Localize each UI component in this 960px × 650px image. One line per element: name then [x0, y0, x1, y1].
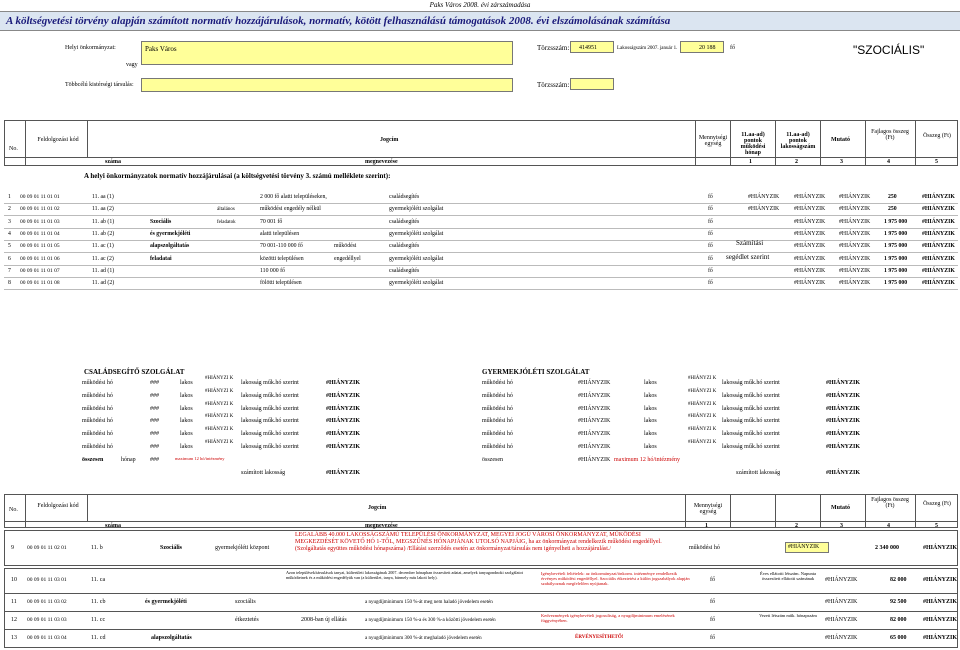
calc-right-lakos: lakos [644, 444, 657, 450]
table-rows-10-13 [4, 568, 958, 648]
calc-right-hianyzi: #HIÁNYZI K [688, 388, 717, 394]
table-row [4, 229, 958, 241]
row13-szam: 11. cd [91, 635, 106, 641]
szocialis-label: "SZOCIÁLIS" [853, 43, 925, 57]
row-ossz: #HIÁNYZIK [922, 218, 955, 225]
row10-ossz: #HIÁNYZIK [923, 577, 958, 583]
row-a: Szociális [150, 218, 172, 225]
row10-faj: 82 000 [890, 577, 907, 583]
row11-egys: fő [710, 599, 715, 605]
row9-b: gyermekjóléti központ [215, 545, 270, 551]
th2-mennyisegi: Mennyiségi egység [693, 503, 723, 515]
calc-left-lakos: lakos [180, 418, 193, 425]
row12-kod: 00 09 01 11 03 03 [27, 617, 67, 623]
row13-red: ÉRVÉNYESÍTHETŐ! [575, 635, 624, 640]
row-no: 1 [8, 194, 11, 200]
calc-left-muk: működési hó [82, 392, 113, 399]
row-h2: #HIÁNYZIK [794, 218, 826, 225]
calc-right-lakmuk: lakosság műk.hó szerint [722, 405, 780, 412]
table-header-2 [4, 494, 958, 528]
row-desc: 2 000 fő alatti településeken, [260, 194, 327, 200]
calc-right-hz1: #HIÁNYZIK [578, 392, 611, 399]
th-col1: 11.aa-ad) pontok működési hónap [740, 132, 766, 156]
table-row [4, 204, 958, 216]
row-ossz: #HIÁNYZIK [922, 230, 955, 237]
calc-right-muk: működési hó [482, 418, 513, 425]
th2-n3: 3 [840, 523, 843, 529]
calc-right-hianyzi: #HIÁNYZI K [688, 376, 717, 381]
tobbcelu-label: Többcélú kistérségi társulás: [65, 82, 134, 88]
row-egys: fő [708, 206, 713, 213]
calc-left-lakmuk: lakosság műk.hó szerint [241, 405, 299, 412]
row10-no: 10 [11, 577, 17, 583]
calc-right-hz1: #HIÁNYZIK [578, 418, 611, 425]
lakossag-label: Lakosságszám 2007. január 1. [617, 46, 678, 51]
table-row [4, 192, 958, 204]
th2-mutato: Mutató [831, 505, 850, 511]
row9-a: Szociális [160, 545, 182, 551]
row-ossz: #HIÁNYZIK [922, 243, 955, 250]
row11-faj: 92 500 [890, 599, 907, 605]
torzsszam-input[interactable] [570, 41, 614, 53]
row-h2: #HIÁNYZIK [794, 267, 826, 274]
calc-left-lakos: lakos [180, 405, 193, 412]
row-desc2: gyermekjóléti szolgálat [389, 206, 444, 213]
calc-left-hash: ### [150, 444, 159, 450]
table-row-9 [4, 530, 958, 566]
row12-b: étkeztetés [235, 617, 259, 623]
row-h1: #HIÁNYZIK [748, 206, 780, 213]
calc-left-max: maximum 12 hó/intézmény [175, 455, 225, 461]
calc-right-hianyzik: #HIÁNYZIK [826, 431, 861, 438]
calc-left-hash: ### [150, 431, 159, 438]
row-desc2: családsegítés [389, 194, 420, 200]
row-no: 3 [8, 218, 11, 225]
row-kod: 00 09 01 11 01 06 [20, 255, 60, 262]
row-h1: Számítási [736, 239, 764, 248]
th-mennyisegi: Mennyiségi egység [698, 135, 728, 147]
calc-right-osszesen: összesen [482, 456, 503, 463]
row12-h2: Vezeti létszám műk. hónapszám [759, 613, 817, 618]
row-desc: fölötti településen [260, 280, 302, 287]
vagy-label: vagy [126, 62, 138, 68]
row-no: 8 [8, 280, 11, 287]
row11-no: 11 [11, 599, 17, 605]
calc-right-hianyzi: #HIÁNYZI K [688, 427, 717, 433]
row-kod: 00 09 01 11 01 02 [20, 206, 60, 213]
row-ossz: #HIÁNYZIK [922, 206, 955, 213]
row-szam: 11. ad (1) [92, 267, 115, 274]
row10-kod: 00 09 01 11 03 01 [27, 577, 67, 583]
row-mid: engedéllyel [334, 255, 361, 262]
calc-left-hianyzik: #HIÁNYZIK [326, 405, 361, 412]
row-desc: működési engedély nélkül [260, 206, 321, 213]
row-h3: #HIÁNYZIK [839, 243, 871, 250]
row10-small: Azon települések/társulások tanyai, külterületi lakosságának 2007. december hónapban összesített adatai, amelyek tanyagondnoki szolgálatot működtetnek és a működési engedélyük van (a külterület, tanya, bármely más lakott hely). [286, 570, 523, 580]
calc-right-lakmuk: lakosság műk.hó szerint [722, 431, 780, 438]
row11-a: és gyermekjóléti [145, 599, 187, 605]
table-row [4, 254, 958, 266]
calc-left-hash2: ### [150, 456, 159, 463]
row-kod: 00 09 01 11 01 01 [20, 194, 60, 200]
th-n3: 3 [840, 159, 843, 165]
row12-faj: 82 000 [890, 617, 907, 623]
th-megnevezese: megnevezése [365, 159, 398, 165]
calc-left-szamitott-val: #HIÁNYZIK [326, 469, 361, 476]
row13-egys: fő [710, 635, 715, 641]
calc-left-hash: ### [150, 405, 159, 412]
row-h3: #HIÁNYZIK [839, 206, 871, 213]
th-n5: 5 [935, 159, 938, 165]
row11-b: szociális [235, 599, 256, 605]
row-no: 6 [8, 255, 11, 262]
calc-right-hianyzik: #HIÁNYZIK [826, 405, 861, 412]
row9-h3: #HIÁNYZIK [788, 544, 820, 550]
row-egys: fő [708, 194, 713, 200]
row13-no: 13 [11, 635, 17, 641]
row-kod: 00 09 01 11 01 08 [20, 280, 60, 287]
calc-left-hianyzik: #HIÁNYZIK [326, 392, 361, 399]
table-header [4, 120, 958, 166]
row-a: feladatai [150, 255, 172, 262]
row-desc2: családsegítés [389, 218, 420, 225]
calc-left-hash: ### [150, 380, 159, 386]
row-szam: 11. ab (2) [92, 230, 115, 237]
calc-left-hianyzi: #HIÁNYZI K [205, 440, 234, 445]
row10-red: Igénybevételi feltételek: az önkormányzat/önkorm. intézménye rendelkezik érvényes működési engedéllyel. Szociális étkeztetést a külön jogszabályok alapján szabályoznak megfelelően nyújtanak. [541, 571, 690, 587]
row-no: 4 [8, 230, 11, 237]
calc-left-hianyzik: #HIÁNYZIK [326, 444, 361, 450]
calc-left-osszesen: összesen [82, 456, 104, 463]
calc-right-szamitott-val: #HIÁNYZIK [826, 469, 861, 476]
calc-left-hianyzik: #HIÁNYZIK [326, 431, 361, 438]
th-no: No. [9, 146, 18, 152]
th2-jogcim: Jogcím [368, 505, 387, 511]
row-ossz: #HIÁNYZIK [922, 267, 955, 274]
row-h3: #HIÁNYZIK [839, 267, 871, 274]
calc-right-lakmuk: lakosság műk.hó szerint [722, 418, 780, 425]
row-ossz: #HIÁNYZIK [922, 255, 955, 262]
row-h2: #HIÁNYZIK [794, 230, 826, 237]
calc-right-szamitott: számított lakosság [736, 469, 781, 476]
row-h2: #HIÁNYZIK [794, 206, 826, 213]
calc-right-hz1: #HIÁNYZIK [578, 380, 611, 386]
calc-left-hianyzi: #HIÁNYZI K [205, 414, 234, 420]
lakossag-value: 20 188 [699, 45, 716, 51]
row-desc: alatti településen [260, 230, 300, 237]
torzsszam-label: Törzsszám: [537, 44, 570, 52]
row-ossz: #HIÁNYZIK [922, 280, 955, 287]
row-desc2: családsegítés [389, 267, 420, 274]
calc-right-title: GYERMEKJÓLÉTI SZOLGÁLAT [482, 368, 590, 376]
row-h1: #HIÁNYZIK [748, 194, 780, 200]
th-n2: 2 [795, 159, 798, 165]
calc-left-hash: ### [150, 392, 159, 399]
calc-left-muk: működési hó [82, 405, 113, 412]
row12-szam: 11. cc [91, 617, 106, 623]
row-b: feladatok [217, 219, 236, 225]
row10-h2: Éves ellátotti létszám. Napunta összesített ellátotti számának [760, 571, 816, 582]
row-szam: 11. ad (2) [92, 280, 115, 287]
row-h2: #HIÁNYZIK [794, 280, 826, 287]
row-desc: közötti településen [260, 255, 304, 262]
row-egys: fő [708, 267, 713, 274]
row13-kod: 00 09 01 11 03 04 [27, 635, 67, 641]
row12-ossz: #HIÁNYZIK [923, 617, 958, 623]
calc-right-muk: működési hó [482, 405, 513, 412]
row-h2: #HIÁNYZIK [794, 243, 826, 250]
row12-no: 12 [11, 617, 17, 623]
row-faj: 1 975 000 [884, 255, 908, 262]
row-h3: #HIÁNYZIK [839, 194, 871, 200]
calc-right-hz2: #HIÁNYZIK [578, 456, 611, 463]
th2-szama: száma [105, 523, 121, 529]
row-egys: fő [708, 218, 713, 225]
th2-megnevezese: megnevezése [365, 523, 398, 529]
table-row [4, 241, 958, 253]
calc-right-hz1: #HIÁNYZIK [578, 405, 611, 412]
th-jogcim: Jogcím [380, 137, 399, 143]
row-h3: #HIÁNYZIK [839, 218, 871, 225]
row-no: 2 [8, 206, 11, 213]
calc-right-lakos: lakos [644, 392, 657, 399]
lakossag-input[interactable] [680, 41, 724, 53]
row9-faj: 2 340 000 [875, 545, 899, 551]
row-desc2: gyermekjóléti szolgálat [389, 280, 444, 287]
row-faj: 1 975 000 [884, 230, 908, 237]
calc-left-hianyzi: #HIÁNYZI K [205, 401, 234, 407]
th2-osszeg: Összeg (Ft) [923, 501, 951, 507]
helyi-label: Helyi önkormányzat: [65, 45, 116, 51]
calc-right-lakos: lakos [644, 405, 657, 412]
table-row [4, 217, 958, 229]
th-szama: száma [105, 159, 121, 165]
row11-szam: 11. cb [91, 599, 106, 605]
row-desc: 70 001-110 000 fő [260, 243, 303, 250]
th-osszeg: Összeg (Ft) [923, 133, 951, 139]
row-szam: 11. ac (1) [92, 243, 114, 250]
calc-right-lakmuk: lakosság műk.hó szerint [722, 444, 780, 450]
calc-left-lakos: lakos [180, 392, 193, 399]
calc-left-title: CSALÁDSEGÍTŐ SZOLGÁLAT [84, 368, 185, 376]
th-kod: Feldolgozási kód [37, 137, 79, 143]
row9-no: 9 [11, 545, 14, 551]
calc-right-max: maximum 12 hó/intézmény [614, 456, 680, 463]
row-egys: fő [708, 280, 713, 287]
row-kod: 00 09 01 11 01 07 [20, 267, 60, 274]
calc-right-muk: működési hó [482, 444, 513, 450]
calc-left-lakos: lakos [180, 444, 193, 450]
row-faj: 1 975 000 [884, 218, 908, 225]
calc-left-hianyzik: #HIÁNYZIK [326, 380, 361, 386]
calc-left-szamitott: számított lakosság [241, 469, 286, 476]
row9-kod: 00 09 01 11 02 01 [27, 545, 67, 551]
calc-left-hianyzi: #HIÁNYZI K [205, 427, 234, 433]
calc-left-muk: működési hó [82, 418, 113, 425]
calc-right-hianyzik: #HIÁNYZIK [826, 392, 861, 399]
row-egys: fő [708, 243, 713, 250]
torzsszam2-label: Törzsszám: [537, 81, 570, 89]
row-szam: 11. ac (2) [92, 255, 114, 262]
row-szam: 11. ab (1) [92, 218, 115, 225]
row10-szam: 11. ca [91, 577, 106, 583]
row-ossz: #HIÁNYZIK [922, 194, 955, 200]
torzsszam-value: 414951 [579, 45, 597, 51]
th-col2: 11.aa-ad) pontok lakosságszám [780, 132, 816, 150]
row-szam: 11. aa (1) [92, 194, 114, 200]
th2-n4: 4 [887, 523, 890, 529]
calc-left-lakmuk: lakosság műk.hó szerint [241, 418, 299, 425]
row10-egys: fő [710, 577, 715, 583]
row9-ossz: #HIÁNYZIK [923, 545, 958, 551]
top-title: Paks Város 2008. évi zárszámadása [429, 1, 531, 9]
calc-left-hianyzi: #HIÁNYZI K [205, 388, 234, 394]
row-kod: 00 09 01 11 01 03 [20, 218, 60, 225]
calc-right-lakos: lakos [644, 418, 657, 425]
calc-left-lakmuk: lakosság műk.hó szerint [241, 392, 299, 399]
row-h3: #HIÁNYZIK [839, 230, 871, 237]
row-h1: segédlet szerint [726, 252, 770, 261]
row-h3: #HIÁNYZIK [839, 280, 871, 287]
row12-red: Kedvezmények igénybevételi jogosultság, a nyugdíjminimum emelésének függvényében. [541, 613, 675, 624]
th-fajlagos: Fajlagos összeg (Ft) [871, 129, 909, 141]
table-row [4, 266, 958, 278]
calc-left-lakos: lakos [180, 431, 193, 438]
calc-right-lakos: lakos [644, 431, 657, 438]
row13-ossz: #HIÁNYZIK [923, 635, 958, 641]
row-no: 5 [8, 243, 11, 250]
row9-egys: működési hó [689, 545, 720, 551]
calc-right-hz1: #HIÁNYZIK [578, 444, 611, 450]
row13-small: a nyugdíjminimum 300 %-át meghaladó jövedelem esetén [365, 636, 482, 641]
calc-right-hianyzi: #HIÁNYZI K [688, 414, 717, 420]
row9-input[interactable] [785, 542, 829, 553]
row-no: 7 [8, 267, 11, 274]
row12-small: a nyugdíjminimum 150 %-a és 300 %-a közötti jövedelem esetén [365, 618, 496, 623]
calc-right-hianyzi: #HIÁNYZI K [688, 440, 717, 445]
row-faj: 1 975 000 [884, 280, 908, 287]
row-desc: 110 000 fő [260, 267, 285, 274]
row13-h3: #HIÁNYZIK [825, 635, 858, 641]
th2-n5: 5 [935, 523, 938, 529]
calc-left-lakmuk: lakosság műk.hó szerint [241, 431, 299, 438]
row11-ossz: #HIÁNYZIK [923, 599, 958, 605]
th2-fajlagos: Fajlagos összeg (Ft) [871, 497, 909, 509]
fo-label: fő [730, 45, 735, 51]
row13-a: alapszolgáltatás [151, 635, 192, 641]
row-desc: 70 001 fő [260, 218, 283, 225]
row-faj: 250 [888, 206, 897, 213]
helyi-input[interactable] [141, 41, 513, 65]
calc-right-hianyzi: #HIÁNYZI K [688, 401, 717, 407]
row-a: és gyermekjóléti [150, 230, 191, 237]
row-egys: fő [708, 255, 713, 262]
row-b: általános [217, 207, 235, 213]
th-mutato: Mutató [831, 137, 850, 143]
row-egys: fő [708, 230, 713, 237]
torzsszam2-input[interactable] [570, 78, 614, 90]
tobbcelu-input[interactable] [141, 78, 513, 92]
th-n4: 4 [887, 159, 890, 165]
calc-left-lakmuk: lakosság műk.hó szerint [241, 444, 299, 450]
row-faj: 1 975 000 [884, 267, 908, 274]
row9-szam: 11. b [91, 545, 103, 551]
calc-right-lakmuk: lakosság műk.hó szerint [722, 392, 780, 399]
row12-h3: #HIÁNYZIK [825, 617, 858, 623]
calc-left-muk: működési hó [82, 380, 113, 386]
calc-right-muk: működési hó [482, 431, 513, 438]
row-desc2: családsegítés [389, 243, 420, 250]
row12-mid: 2008-ban új ellátás [301, 617, 347, 623]
calc-right-hianyzik: #HIÁNYZIK [826, 418, 861, 425]
calc-left-muk: működési hó [82, 431, 113, 438]
row-faj: 250 [888, 194, 897, 200]
row-faj: 1 975 000 [884, 243, 908, 250]
table-row [4, 278, 958, 290]
th-n1: 1 [749, 159, 752, 165]
th2-no: No. [9, 507, 18, 513]
th2-n1: 1 [705, 523, 708, 529]
calc-right-muk: működési hó [482, 392, 513, 399]
helyi-value: Paks Város [145, 45, 177, 53]
row-mid: működési [334, 243, 357, 250]
calc-left-hash: ### [150, 418, 159, 425]
section-title: A helyi önkormányzatok normatív hozzájárulásai (a költségvetési törvény 3. számú melléklete szerint): [84, 172, 391, 180]
row-desc2: gyermekjóléti szolgálat [389, 230, 444, 237]
row-kod: 00 09 01 11 01 05 [20, 243, 60, 250]
calc-right-hianyzik: #HIÁNYZIK [826, 444, 861, 450]
row-a: alapszolgáltatás [150, 243, 190, 250]
row10-h3: #HIÁNYZIK [825, 577, 858, 583]
calc-left-hianyzi: #HIÁNYZI K [205, 376, 234, 381]
row-kod: 00 09 01 11 01 04 [20, 230, 60, 237]
calc-right-muk: működési hó [482, 380, 513, 386]
calc-left-lakos: lakos [180, 380, 193, 386]
row-h3: #HIÁNYZIK [839, 255, 871, 262]
calc-left-muk: működési hó [82, 444, 113, 450]
calc-left-lakmuk: lakosság műk.hó szerint [241, 380, 299, 386]
th2-kod: Feldolgozási kód [37, 503, 79, 509]
row13-faj: 65 000 [890, 635, 907, 641]
row-desc2: gyermekjóléti szolgálat [389, 255, 444, 262]
row11-kod: 00 09 01 11 03 02 [27, 599, 67, 605]
calc-right-hianyzik: #HIÁNYZIK [826, 380, 861, 386]
main-title: A költségvetési törvény alapján számított normatív hozzájárulások, normatív, kötött felhasználású támogatások 2008. évi elszámolásának számítása [6, 15, 671, 27]
row11-small: a nyugdíjminimum 150 %-át meg nem haladó jövedelem esetén [365, 600, 493, 605]
calc-left-hianyzik: #HIÁNYZIK [326, 418, 361, 425]
calc-right-lakmuk: lakosság műk.hó szerint [722, 380, 780, 386]
row11-h3: #HIÁNYZIK [825, 599, 858, 605]
calc-left-honap: hónap [121, 456, 136, 463]
row12-egys: fő [710, 617, 715, 623]
calc-right-lakos: lakos [644, 380, 657, 386]
row-h2: #HIÁNYZIK [794, 194, 826, 200]
row-szam: 11. aa (2) [92, 206, 114, 213]
row-h2: #HIÁNYZIK [794, 255, 826, 262]
calc-right-hz1: #HIÁNYZIK [578, 431, 611, 438]
row9-red: LEGALÁBB 40.000 LAKOSSÁGSZÁMÚ TELEPÜLÉSI ÖNKORMÁNYZAT, MEGYEI JOGÚ VÁROSI ÖNKORMÁNYZAT, MŰKÖDÉSI MEGKEZDÉSÉT KÖVETŐ HÓ 1-TŐL, MEGSZŰNÉS HÓNAPJÁNAK UTOLSÓ NAPJÁIG, ha az önkormányzat rendelkezik működési engedéllyel. (Szolgáltatás együttes működési hónapszáma) /Ellátási szerződés esetén az önkormányzat/társulás nem igényelheti a hozzájárulást./ [295, 532, 662, 552]
th2-n2: 2 [795, 523, 798, 529]
